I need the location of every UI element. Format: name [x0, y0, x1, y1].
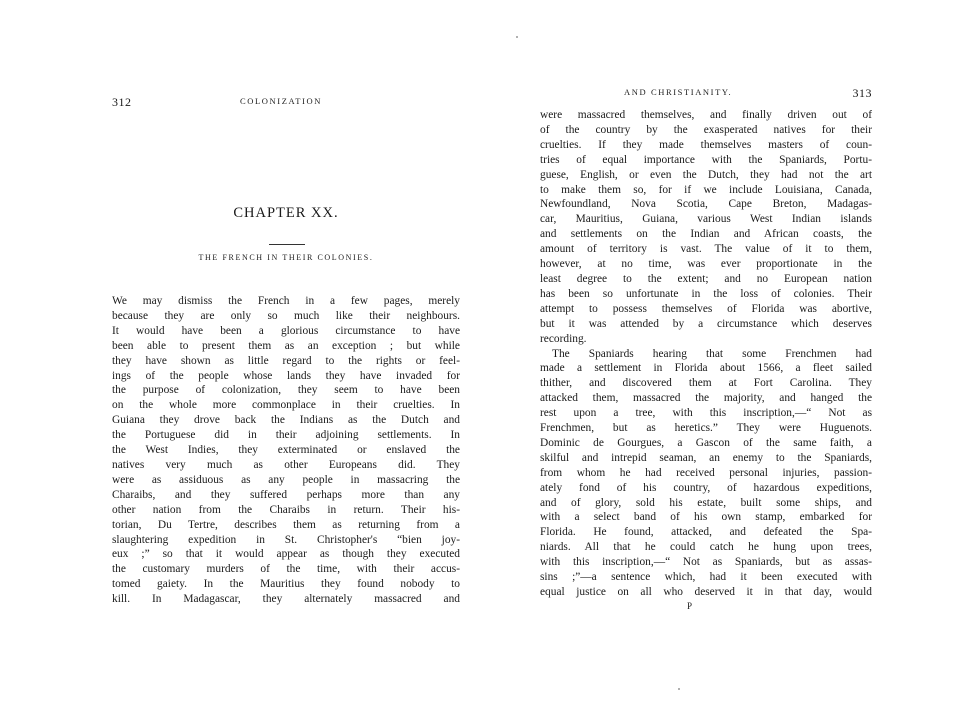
text-line: eux ;” so that it would appear as though they executed: [112, 548, 460, 561]
text-line: from whom he had received personal injuries, passion-: [540, 466, 872, 479]
text-line: of the country by the exasperated natives for their: [540, 123, 872, 136]
text-line: Dominic de Gourgues, a Gascon of the same faith, a: [540, 436, 872, 449]
text-line: ately fond of his country, of hazardous expeditions,: [540, 481, 872, 494]
text-line: Florida. He found, attacked, and defeated the Spa-: [540, 526, 872, 539]
text-line: has been so unfortunate in the loss of colonies. Their: [540, 287, 872, 300]
text-line: however, at no time, was ever proportionate in the: [540, 258, 872, 271]
text-line: ings of the people whose lands they have invaded for: [112, 369, 460, 382]
text-line: but it was attended by a circumstance which deserves: [540, 317, 872, 330]
text-line: We may dismiss the French in a few pages, merely: [112, 295, 460, 307]
text-line: thither, and discovered them at Fort Carolina. They: [540, 377, 872, 390]
right-running-header: [540, 86, 872, 100]
right-page-number: 313: [852, 86, 872, 100]
text-line: skilful and intrepid seaman, an enemy to the Spaniards,: [540, 451, 872, 464]
text-line: car, Mauritius, Guiana, various West Indian islands: [540, 213, 872, 226]
paragraph: [112, 294, 460, 607]
left-body-text: [112, 294, 460, 607]
right-running-head: AND CHRISTIANITY.: [624, 87, 733, 97]
text-line: other nation from the Charaibs in return. Their his-: [112, 503, 460, 516]
text-line: because they are only so much like their neighbours.: [112, 309, 460, 322]
text-line: rest upon a tree, with this inscription,—“ Not as: [540, 407, 872, 420]
text-line: on the whole more commonplace in their cruelties. In: [112, 399, 460, 412]
text-line: been able to present them as an exception ; but while: [112, 339, 460, 352]
text-line: the Portuguese did in their adjoining settlements. In: [112, 429, 460, 442]
text-line: niards. All that he could catch he hung upon trees,: [540, 541, 872, 554]
left-running-header: [112, 95, 460, 109]
text-line: with this inscription,—“ Not as Spaniards, but as assas-: [540, 556, 872, 569]
text-line: and settlements on the Indian and African coasts, the: [540, 228, 872, 241]
paragraph: [540, 108, 872, 347]
text-line: Charaibs, and they suffered perhaps more than any: [112, 488, 460, 501]
text-line: The Spaniards hearing that some Frenchmen had: [552, 347, 872, 360]
text-line: tries of equal importance with the Spaniards, Portu-: [540, 153, 872, 166]
text-line: to make them so, for if we include Louisiana, Canada,: [540, 183, 872, 196]
text-line: amount of territory is vast. The value of it to them,: [540, 243, 872, 256]
text-line: natives very much as other Europeans did. They: [112, 458, 460, 471]
text-line: least degree to the extent; and no European nation: [540, 272, 872, 285]
text-line: attempt to possess themselves of Florida was abortive,: [540, 302, 872, 315]
scan-speck: [516, 36, 518, 38]
left-page-number: 312: [112, 95, 132, 109]
chapter-subtitle: THE FRENCH IN THEIR COLONIES.: [198, 253, 374, 262]
text-line: the West Indies, they exterminated or enslaved the: [112, 444, 460, 457]
chapter-divider: [269, 244, 305, 245]
text-line: made a settlement in Florida about 1566, a fleet sailed: [540, 362, 872, 375]
text-line: with a select band of his own stamp, embarked for: [540, 511, 872, 524]
text-line: Guiana they drove back the Indians as the Dutch and: [112, 414, 460, 427]
text-line: the customary murders of the time, with their accus-: [112, 563, 460, 576]
text-line: and of glory, sold his estate, built some ships, and: [540, 496, 872, 509]
text-line: they have shown as little regard to the rights or feel-: [112, 354, 460, 367]
scan-speck: [678, 688, 680, 690]
right-body-text: [540, 108, 872, 600]
text-line: attacked them, massacred the majority, and hanged the: [540, 392, 872, 405]
signature-mark: P: [687, 601, 693, 611]
text-line: cruelties. If they made themselves masters of coun-: [540, 138, 872, 151]
text-line: guese, English, or even the Dutch, they had not the art: [540, 168, 872, 181]
text-line: equal justice on all who deserved it in that day, would: [540, 586, 872, 598]
text-line: recording.: [540, 332, 587, 345]
text-line: were massacred themselves, and finally driven out of: [540, 109, 872, 121]
text-line: tomed gaiety. In the Mauritius they found nobody to: [112, 578, 460, 591]
text-line: kill. In Madagascar, they alternately massacred and: [112, 593, 460, 606]
paragraph: [540, 347, 872, 600]
chapter-title: CHAPTER XX.: [233, 205, 339, 221]
text-line: sins ;”—a sentence which, had it been executed with: [540, 571, 872, 584]
text-line: Frenchmen, but as heretics.” They were Huguenots.: [540, 422, 872, 435]
left-running-head: COLONIZATION: [240, 96, 322, 106]
text-line: It would have been a glorious circumstance to have: [112, 324, 460, 337]
text-line: torian, Du Tertre, describes them as returning from a: [112, 518, 460, 531]
text-line: Newfoundland, Nova Scotia, Cape Breton, Madagas-: [540, 198, 872, 211]
text-line: were as assiduous as any people in massacring the: [112, 473, 460, 486]
text-line: slaughtering expedition in St. Christopher's “bien joy-: [112, 533, 460, 546]
text-line: the purpose of colonization, they seem to have been: [112, 384, 460, 397]
